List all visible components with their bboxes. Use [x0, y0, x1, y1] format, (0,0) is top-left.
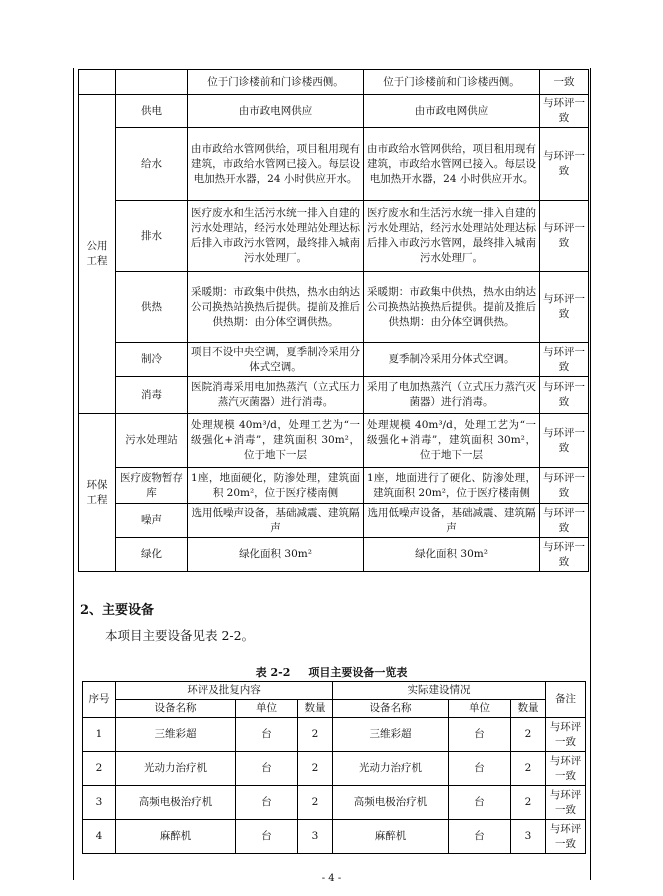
- eia-cell: 医疗废水和生活污水统一排入自建的污水处理站，经污水处理站处理达标后排入市政污水管网，最终排入城南污水处理厂。: [188, 201, 364, 272]
- remark-cell: 与环评一致: [546, 718, 586, 752]
- section-intro: 本项目主要设备见表 2-2。: [105, 628, 255, 643]
- table-row: [79, 70, 589, 95]
- unit-cell: 台: [236, 718, 298, 752]
- table-caption-title: 项目主要设备一览表: [308, 666, 408, 679]
- unit-cell: 台: [236, 786, 298, 820]
- section-heading: 2、主要设备: [80, 603, 155, 618]
- remark-cell: 与环评一致: [540, 272, 589, 343]
- name-cell: 三维彩超: [116, 718, 236, 752]
- category-cell: [79, 70, 116, 95]
- actual-cell: 由市政给水管网供给，项目租用现有建筑，市政给水管网已接入。每层设电加热开水器，24 小时供应开水。: [364, 128, 540, 201]
- table-caption-number: 表 2-2: [255, 666, 291, 679]
- eia-cell: 位于门诊楼前和门诊楼西侧。: [188, 70, 364, 95]
- no-cell: 3: [83, 786, 116, 820]
- header-no: 序号: [83, 682, 116, 718]
- eia-cell: 由市政给水管网供给，项目租用现有建筑，市政给水管网已接入。每层设电加热开水器，24 小时供应开水。: [188, 128, 364, 201]
- actual-unit-cell: 台: [449, 786, 511, 820]
- eia-cell: 处理规模 40m³/d，处理工艺为“一级强化+消毒”，建筑面积 30m²，位于地下一层: [188, 414, 364, 468]
- eia-cell: 1座，地面硬化，防渗处理，建筑面积 20m²，位于医疗楼南侧: [188, 468, 364, 504]
- item-cell: 给水: [116, 128, 188, 201]
- actual-unit-cell: 台: [449, 752, 511, 786]
- header-eia: 环评及批复内容: [116, 682, 333, 700]
- actual-name-cell: 麻醉机: [333, 820, 449, 854]
- remark-cell: 一致: [540, 70, 589, 95]
- no-cell: 1: [83, 718, 116, 752]
- actual-name-cell: 高频电极治疗机: [333, 786, 449, 820]
- remark-cell: 与环评一致: [546, 786, 586, 820]
- item-cell: 供电: [116, 95, 188, 128]
- eia-cell: 采暖期：市政集中供热，热水由纳达公司换热站换热后提供。提前及推后供热期：由分体空调供热。: [188, 272, 364, 343]
- actual-cell: 选用低噪声设备，基础减震、建筑隔声: [364, 504, 540, 538]
- qty-cell: 2: [298, 718, 333, 752]
- table-caption: [0, 664, 663, 680]
- item-cell: 排水: [116, 201, 188, 272]
- actual-unit-cell: 台: [449, 718, 511, 752]
- actual-cell: 夏季制冷采用分体式空调。: [364, 343, 540, 377]
- actual-qty-cell: 2: [511, 786, 546, 820]
- remark-cell: 与环评一致: [540, 377, 589, 414]
- item-cell: 绿化: [116, 538, 188, 572]
- table-row: [79, 377, 589, 414]
- actual-name-cell: 光动力治疗机: [333, 752, 449, 786]
- remark-cell: 与环评一致: [546, 752, 586, 786]
- table-row: [79, 272, 589, 343]
- table-row: [79, 504, 589, 538]
- table-row: [83, 718, 586, 752]
- eia-cell: 选用低噪声设备，基础减震、建筑隔声: [188, 504, 364, 538]
- header-unit: 单位: [236, 700, 298, 718]
- remark-cell: 与环评一致: [540, 468, 589, 504]
- table-row: [79, 128, 589, 201]
- table-header-row: [83, 700, 586, 718]
- name-cell: 光动力治疗机: [116, 752, 236, 786]
- remark-cell: 与环评一致: [540, 538, 589, 572]
- table-row: [79, 468, 589, 504]
- actual-cell: 绿化面积 30m²: [364, 538, 540, 572]
- unit-cell: 台: [236, 820, 298, 854]
- actual-name-cell: 三维彩超: [333, 718, 449, 752]
- remark-cell: 与环评一致: [546, 820, 586, 854]
- actual-cell: 采用了电加热蒸汽（立式压力蒸汽灭菌器）进行消毒。: [364, 377, 540, 414]
- eia-cell: 绿化面积 30m²: [188, 538, 364, 572]
- table-row: [79, 538, 589, 572]
- equipment-table: [82, 681, 586, 854]
- table-row: [79, 95, 589, 128]
- eia-cell: 医院消毒采用电加热蒸汽（立式压力蒸汽灭菌器）进行消毒。: [188, 377, 364, 414]
- item-cell: 噪声: [116, 504, 188, 538]
- actual-qty-cell: 2: [511, 752, 546, 786]
- remark-cell: 与环评一致: [540, 414, 589, 468]
- engineering-table: [78, 69, 589, 572]
- actual-cell: 位于门诊楼前和门诊楼西侧。: [364, 70, 540, 95]
- header-remark: 备注: [546, 682, 586, 718]
- name-cell: 高频电极治疗机: [116, 786, 236, 820]
- table-row: [83, 820, 586, 854]
- table-row: [83, 786, 586, 820]
- table-header-row: [83, 682, 586, 700]
- remark-cell: 与环评一致: [540, 128, 589, 201]
- remark-cell: 与环评一致: [540, 504, 589, 538]
- remark-cell: 与环评一致: [540, 95, 589, 128]
- header-name: 设备名称: [333, 700, 449, 718]
- qty-cell: 2: [298, 752, 333, 786]
- header-qty: 数量: [511, 700, 546, 718]
- actual-cell: 医疗废水和生活污水统一排入自建的污水处理站，经污水处理站处理达标后排入市政污水管网，最终排入城南污水处理厂。: [364, 201, 540, 272]
- category-cell: 公用工程: [79, 95, 116, 414]
- actual-qty-cell: 2: [511, 718, 546, 752]
- no-cell: 4: [83, 820, 116, 854]
- qty-cell: 3: [298, 820, 333, 854]
- category-cell: 环保工程: [79, 414, 116, 572]
- actual-unit-cell: 台: [449, 820, 511, 854]
- item-cell: 消毒: [116, 377, 188, 414]
- item-cell: 污水处理站: [116, 414, 188, 468]
- table-row: [83, 752, 586, 786]
- table-row: [79, 343, 589, 377]
- header-qty: 数量: [298, 700, 333, 718]
- actual-cell: 采暖期：市政集中供热，热水由纳达公司换热站换热后提供。提前及推后供热期：由分体空调供热。: [364, 272, 540, 343]
- item-cell: 医疗废物暂存库: [116, 468, 188, 504]
- actual-cell: 处理规模 40m³/d，处理工艺为“一级强化+消毒”，建筑面积 30m²，位于地下一层: [364, 414, 540, 468]
- table-row: [79, 414, 589, 468]
- remark-cell: 与环评一致: [540, 201, 589, 272]
- remark-cell: 与环评一致: [540, 343, 589, 377]
- unit-cell: 台: [236, 752, 298, 786]
- item-cell: 制冷: [116, 343, 188, 377]
- page-number: - 4 -: [321, 873, 342, 884]
- eia-cell: 项目不设中央空调，夏季制冷采用分体式空调。: [188, 343, 364, 377]
- header-unit: 单位: [449, 700, 511, 718]
- header-actual: 实际建设情况: [333, 682, 546, 700]
- item-cell: 供热: [116, 272, 188, 343]
- header-name: 设备名称: [116, 700, 236, 718]
- table-row: [79, 201, 589, 272]
- qty-cell: 2: [298, 786, 333, 820]
- actual-cell: 由市政电网供应: [364, 95, 540, 128]
- no-cell: 2: [83, 752, 116, 786]
- actual-qty-cell: 3: [511, 820, 546, 854]
- eia-cell: 由市政电网供应: [188, 95, 364, 128]
- name-cell: 麻醉机: [116, 820, 236, 854]
- item-cell: [116, 70, 188, 95]
- actual-cell: 1座，地面进行了硬化、防渗处理，建筑面积 20m²，位于医疗楼南侧: [364, 468, 540, 504]
